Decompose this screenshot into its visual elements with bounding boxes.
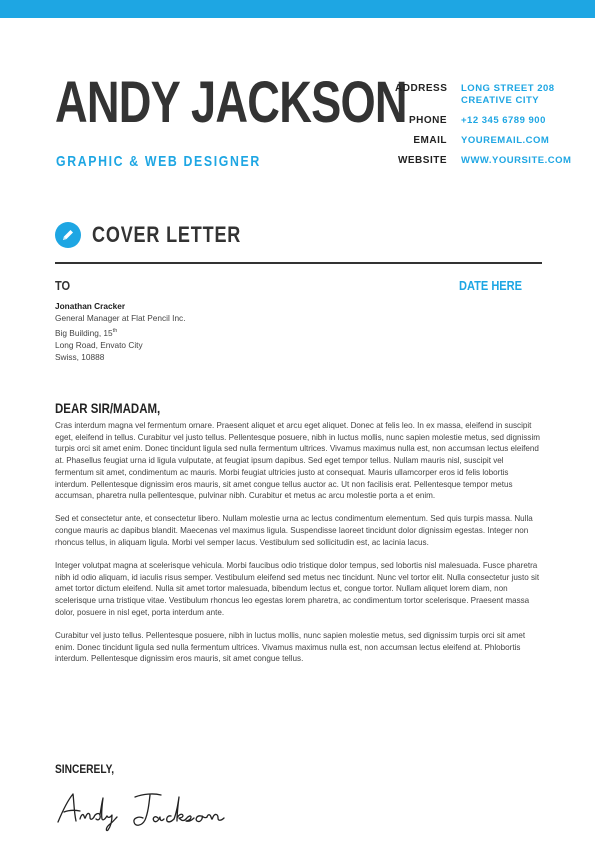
- contact-block: [395, 83, 585, 175]
- recipient-line-text: Big Building, 15: [55, 327, 113, 338]
- handwritten-signature: [55, 788, 255, 837]
- contact-row-address: [395, 83, 585, 107]
- letter-paragraph: Integer volutpat magna at scelerisque vehicula. Morbi faucibus odio tristique dolor tempus, sed lobortis nisl malesuada. Fusce pharetra nibh id odio aliquam, id iaculis risus semper. Vestibulum eleifend sed metus nec tincidunt. Nunc vel tortor elit. Nulla consectetur justo sit amet tortor dictum eleifend. Nulla sit amet tortor malesuada, bibendum lectus et, congue tortor. Nullam aliquet lorem diam, non scelerisque urna tristique vitae. Vestibulum rhoncus leo egestas lorem pharetra, ac condimentum tortor scelerisque. Praesent massa dolor, posuere in nisl eget, porta interdum ante.: [55, 561, 540, 617]
- address-line: CREATIVE CITY: [461, 95, 540, 106]
- closing: SINCERELY,: [55, 762, 115, 776]
- recipient-line: General Manager at Flat Pencil Inc.: [55, 313, 186, 324]
- to-label: TO: [55, 278, 71, 293]
- pencil-icon: [55, 222, 81, 248]
- section-title: COVER LETTER: [92, 222, 242, 247]
- ordinal-suffix: th: [112, 327, 118, 334]
- job-title: GRAPHIC & WEB DESIGNER: [56, 153, 261, 170]
- letter-body: [55, 420, 541, 677]
- section-divider: [55, 262, 542, 264]
- phone-value[interactable]: +12 345 6789 900: [461, 115, 546, 126]
- contact-row-email: [395, 135, 585, 147]
- website-link[interactable]: WWW.YOURSITE.COM: [461, 155, 572, 166]
- contact-row-website: [395, 155, 585, 167]
- letter-paragraph: Cras interdum magna vel fermentum ornare. Praesent aliquet et arcu eget aliquet. Donec at felis leo. In ex massa, eleifend in suscipit eget, eleifend in tellus. Curabitur vel justo tellus. Pellentesque posuere, nibh in luctus mollis, nunc sapien molestie metus, sed dignissim turpis orci sit amet enim. Donec tincidunt ligula sed nulla fermentum ultrices. Vivamus maximus nulla est, non accumsan lectus eleifend at. Phasellus feugiat urna id ligula vulputate, at feugiat ipsum dapibus. Sed eget tempor tellus. Nullam mauris nisl, suscipit vel fermentum sit amet, condimentum ac mauris. Morbi feugiat ultricies justo at consequat. Mauris ullamcorper eros id felis lobortis interdum. Pellentesque dignissim eros mauris, sit amet congue tellus auctor ac. Ut non facilisis erat. Pellentesque tempor metus accumsan, pharetra nulla pellentesque, pulvinar nibh. Curabitur et metus ac arcu molestie porta a et enim.: [55, 421, 540, 501]
- letter-paragraph: Sed et consectetur ante, et consectetur libero. Nullam molestie urna ac lectus condimentum elementum. Sed quis turpis massa. Nulla congue mauris ac dapibus blandit. Maecenas vel maximus ligula. Suspendisse laoreet tincidunt dolor dignissim egestas. Integer non rhoncus tellus, in aliquam ligula. Morbi vel semper lacus. Vestibulum sed sollicitudin est, ac lacinia lacus.: [55, 514, 533, 547]
- applicant-name: ANDY JACKSON: [55, 70, 407, 135]
- contact-label: WEBSITE: [397, 155, 447, 166]
- contact-row-phone: [395, 115, 585, 127]
- contact-label: PHONE: [408, 115, 447, 126]
- recipient-name: Jonathan Cracker: [55, 301, 126, 311]
- contact-label: EMAIL: [413, 135, 447, 146]
- recipient-line: Swiss, 10888: [55, 351, 105, 362]
- contact-label: ADDRESS: [395, 83, 448, 94]
- recipient-line: Long Road, Envato City: [55, 339, 143, 350]
- letter-paragraph: Curabitur vel justo tellus. Pellentesque posuere, nibh in luctus mollis, nunc sapien molestie metus, sed dignissim turpis orci sit amet enim. Donec tincidunt ligula sed nulla fermentum ultrices. Vivamus maximus nulla est, non accumsan lectus eleifend at. Phlobortis interdum. Pellentesque dignissim eros mauris, sit amet congue tellus.: [55, 631, 526, 664]
- top-accent-bar: [0, 0, 595, 18]
- address-line: LONG STREET 208: [461, 83, 555, 94]
- recipient-line: [55, 325, 186, 339]
- date-label: DATE HERE: [459, 278, 523, 293]
- email-link[interactable]: YOUREMAIL.COM: [461, 135, 550, 146]
- address-value[interactable]: [461, 83, 571, 107]
- greeting: DEAR SIR/MADAM,: [55, 400, 161, 416]
- section-header: [55, 222, 274, 248]
- recipient-block: [55, 300, 186, 363]
